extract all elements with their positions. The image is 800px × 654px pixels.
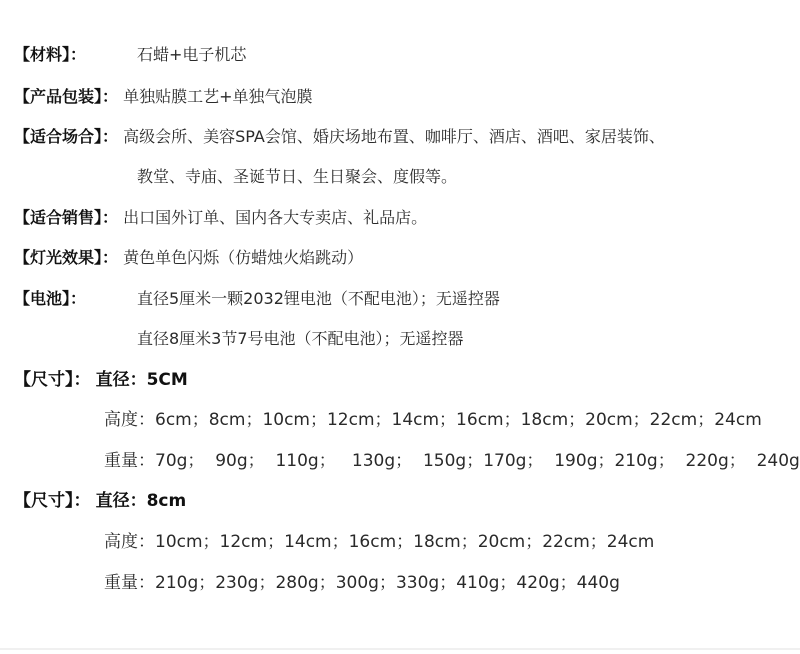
material-label: 【材料】：	[14, 45, 87, 64]
size-2-weights-row	[104, 572, 620, 594]
packaging-value: 单独贴膜工艺+单独气泡膜	[123, 87, 313, 106]
material-value: 石蜡+电子机芯	[137, 45, 247, 64]
battery-value-line2: 直径8厘米3节7号电池（不配电池）；无遥控器	[137, 329, 464, 348]
battery-row	[14, 288, 86, 310]
occasion-value-line1: 高级会所、美容SPA会馆、婚庆场地布置、咖啡厅、酒店、酒吧、家居装饰、	[123, 127, 665, 146]
battery-value-line1: 直径5厘米一颗2032锂电池（不配电池）；无遥控器	[137, 289, 500, 308]
size-2-weights: 210g；230g；280g；300g；330g；410g；420g；440g	[155, 573, 620, 593]
size-1-height-label: 高度：	[104, 410, 155, 430]
sales-label: 【适合销售】：	[14, 208, 119, 227]
occasion-row	[14, 126, 665, 148]
size-1-weights-row	[104, 450, 800, 472]
sales-row	[14, 207, 427, 229]
material-row	[14, 44, 86, 66]
size-2-row	[14, 490, 186, 512]
size-2-heights: 10cm；12cm；14cm；16cm；18cm；20cm；22cm；24cm	[155, 532, 655, 552]
occasion-value-line2: 教堂、寺庙、圣诞节日、生日聚会、度假等。	[137, 167, 458, 186]
size-2-heights-row	[104, 531, 654, 553]
size-1-heights-row	[104, 409, 762, 431]
lighting-label: 【灯光效果】：	[14, 248, 119, 267]
size-2-height-label: 高度：	[104, 532, 155, 552]
sales-value: 出口国外订单、国内各大专卖店、礼品店。	[123, 208, 428, 227]
size-2-weight-label: 重量：	[104, 573, 155, 593]
size-1-label: 【尺寸】：	[14, 370, 91, 390]
size-1-diameter: 直径：5CM	[95, 370, 188, 390]
size-2-diameter: 直径：8cm	[95, 491, 187, 511]
size-1-row	[14, 369, 188, 391]
occasion-label: 【适合场合】：	[14, 127, 119, 146]
packaging-row	[14, 86, 313, 108]
packaging-label: 【产品包装】：	[14, 87, 119, 106]
battery-label: 【电池】：	[14, 289, 87, 308]
size-1-weights: 70g； 90g； 110g； 130g； 150g；170g； 190g；210g； 220g； 240g	[155, 451, 800, 471]
size-1-heights: 6cm；8cm；10cm；12cm；14cm；16cm；18cm；20cm；22cm；24cm	[155, 410, 762, 430]
size-1-weight-label: 重量：	[104, 451, 155, 471]
bottom-divider	[0, 648, 800, 650]
lighting-value: 黄色单色闪烁（仿蜡烛火焰跳动）	[123, 248, 364, 267]
size-2-label: 【尺寸】：	[14, 491, 91, 511]
lighting-row	[14, 247, 363, 269]
